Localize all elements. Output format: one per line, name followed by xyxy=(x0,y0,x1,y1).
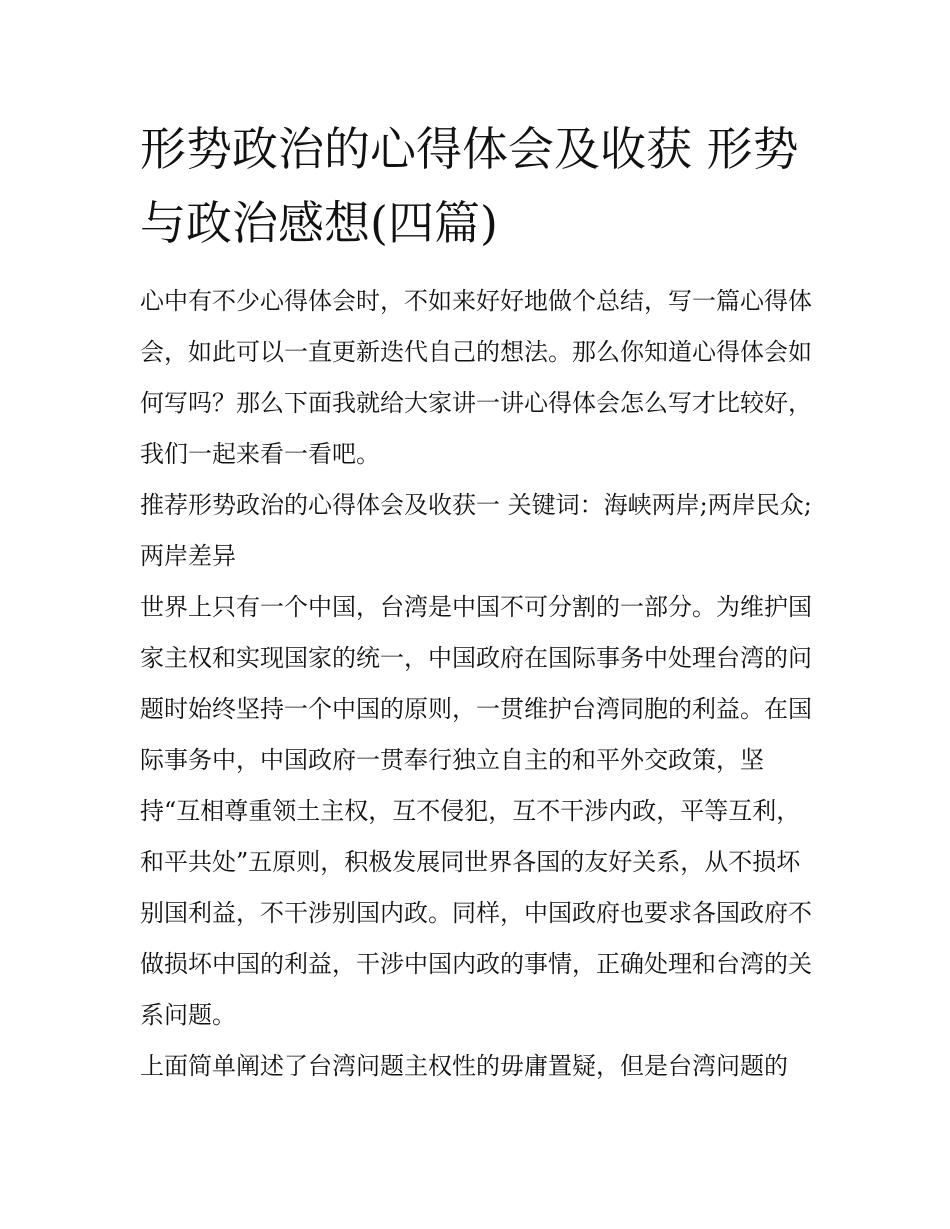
paragraph-intro: 心中有不少心得体会时，不如来好好地做个总结，写一篇心得体会，如此可以一直更新迭代自己的想法。那么你知道心得体会如何写吗？那么下面我就给大家讲一讲心得体会怎么写才比较好，我们一起来看一看吧。 xyxy=(140,287,812,468)
document-body xyxy=(140,276,820,1092)
paragraph-main: 世界上只有一个中国，台湾是中国不可分割的一部分。为维护国家主权和实现国家的统一，中国政府在国际事务中处理台湾的问题时始终坚持一个中国的原则，一贯维护台湾同胞的利益。在国际事务中，中国政府一贯奉行独立自主的和平外交政策，坚持“互相尊重领土主权，互不侵犯，互不干涉内政，平等互利，和平共处”五原则，积极发展同世界各国的友好关系，从不损坏别国利益，不干涉别国内政。同样，中国政府也要求各国政府不做损坏中国的利益，干涉中国内政的事情，正确处理和台湾的关系问题。 xyxy=(140,593,812,1029)
paragraph-keywords: 推荐形势政治的心得体会及收获一 关键词：海峡两岸;两岸民众;两岸差异 xyxy=(140,491,812,570)
paragraph-continuation: 上面简单阐述了台湾问题主权性的毋庸置疑，但是台湾问题的 xyxy=(140,1052,788,1080)
document-title: 形势政治的心得体会及收获 形势与政治感想(四篇) xyxy=(140,122,799,250)
